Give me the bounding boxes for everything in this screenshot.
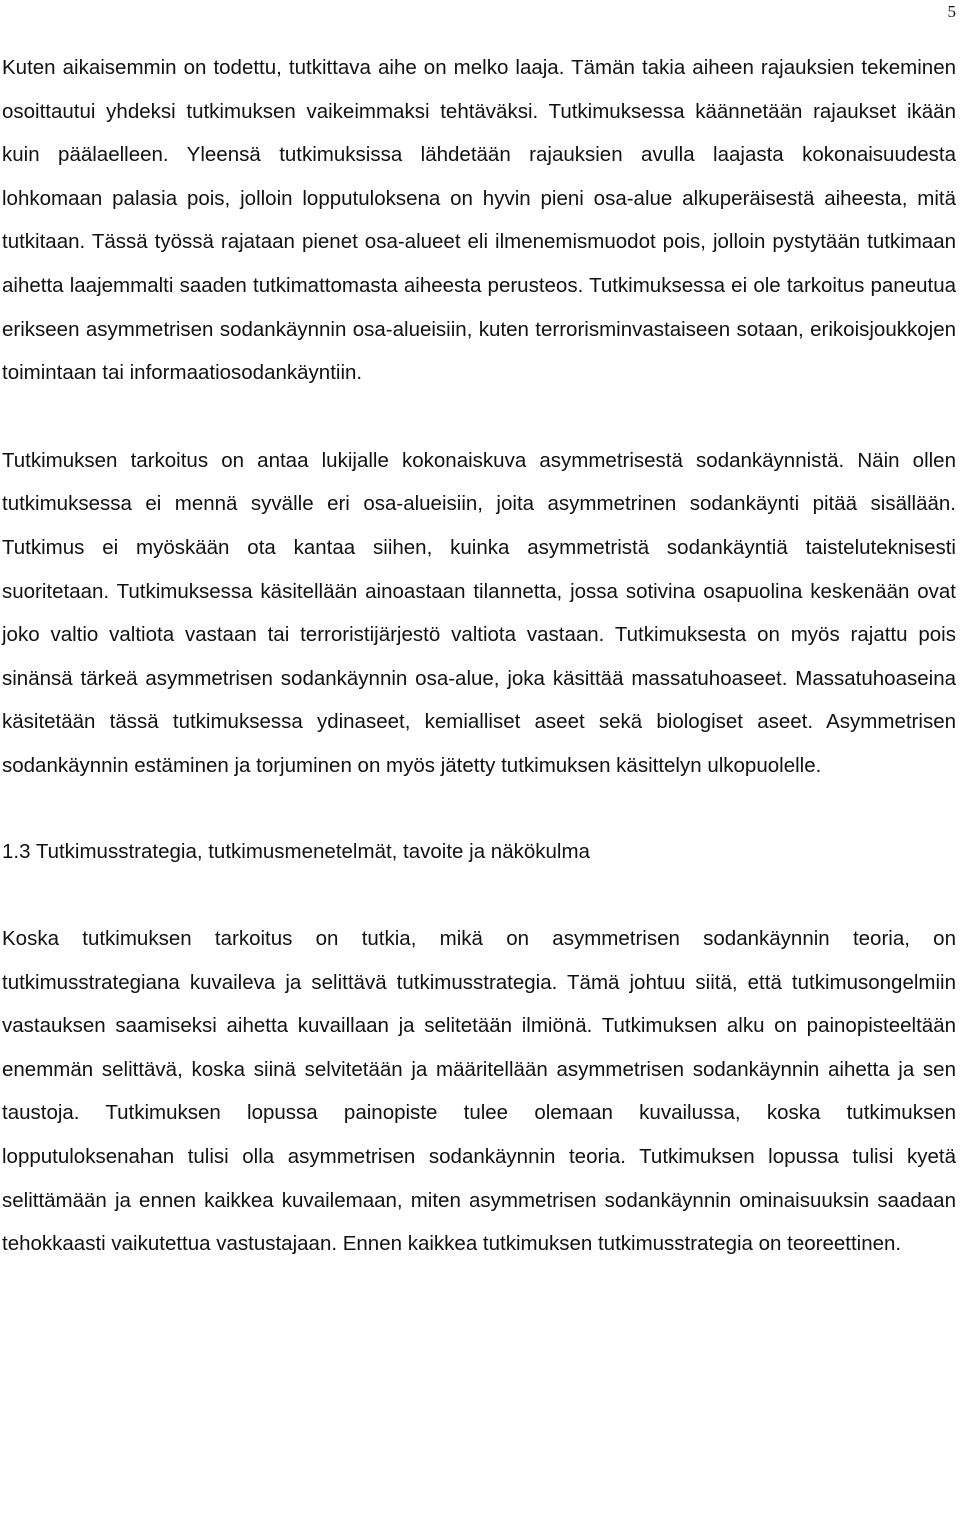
paragraph-scope-limitations: Kuten aikaisemmin on todettu, tutkittava aihe on melko laaja. Tämän takia aiheen rajauksien tekeminen osoittautui yhdeksi tutkimuksen vaikeimmaksi tehtäväksi. Tutkimuksessa käännetään rajaukset ikään kuin päälaelleen. Yleensä tutkimuksissa lähdetään rajauksien avulla laajasta kokonaisuudesta lohkomaan palasia pois, jolloin lopputuloksena on hyvin pieni osa-alue alkuperäisestä aiheesta, mitä tutkitaan. Tässä työssä rajataan pienet osa-alueet eli ilmenemismuodot pois, jolloin pystytään tutkimaan aihetta laajemmalti saaden tutkimattomasta aiheesta perusteos. Tutkimuksessa ei ole tarkoitus paneutua erikseen asymmetrisen sodankäynnin osa-alueisiin, kuten terrorisminvastaiseen sotaan, erikoisjoukkojen toimintaan tai informaatiosodankäyntiin. [2, 56, 956, 385]
document-body [2, 46, 956, 1266]
page-number: 5 [947, 2, 956, 21]
section-heading: 1.3 Tutkimusstrategia, tutkimusmenetelmät, tavoite ja näkökulma [2, 839, 590, 863]
paragraph-research-strategy: Koska tutkimuksen tarkoitus on tutkia, mikä on asymmetrisen sodankäynnin teoria, on tutkimusstrategiana kuvaileva ja selittävä tutkimusstrategia. Tämä johtuu siitä, että tutkimusongelmiin vastauksen saamiseksi aihetta kuvaillaan ja selitetään ilmiönä. Tutkimuksen alku on painopisteeltään enemmän selittävä, koska siinä selvitetään ja määritellään asymmetrisen sodankäynnin aihetta ja sen taustoja. Tutkimuksen lopussa painopiste tulee olemaan kuvailussa, koska tutkimuksen lopputuloksenahan tulisi olla asymmetrisen sodankäynnin teoria. Tutkimuksen lopussa tulisi kyetä selittämään ja ennen kaikkea kuvailemaan, miten asymmetrisen sodankäynnin ominaisuuksin saadaan tehokkaasti vaikutettua vastustajaan. Ennen kaikkea tutkimuksen tutkimusstrategia on teoreettinen. [2, 927, 956, 1256]
paragraph-research-purpose: Tutkimuksen tarkoitus on antaa lukijalle kokonaiskuva asymmetrisestä sodankäynnistä. Näin ollen tutkimuksessa ei mennä syvälle eri osa-alueisiin, joita asymmetrinen sodankäynti pitää sisällään. Tutkimus ei myöskään ota kantaa siihen, kuinka asymmetristä sodankäyntiä taisteluteknisesti suoritetaan. Tutkimuksessa käsitellään ainoastaan tilannetta, jossa sotivina osapuolina keskenään ovat joko valtio valtiota vastaan tai terroristijärjestö valtiota vastaan. Tutkimuksesta on myös rajattu pois sinänsä tärkeä asymmetrisen sodankäynnin osa-alue, joka käsittää massatuhoaseet. Massatuhoaseina käsitetään tässä tutkimuksessa ydinaseet, kemialliset aseet sekä biologiset aseet. Asymmetrisen sodankäynnin estäminen ja torjuminen on myös jätetty tutkimuksen käsittelyn ulkopuolelle. [2, 448, 956, 777]
